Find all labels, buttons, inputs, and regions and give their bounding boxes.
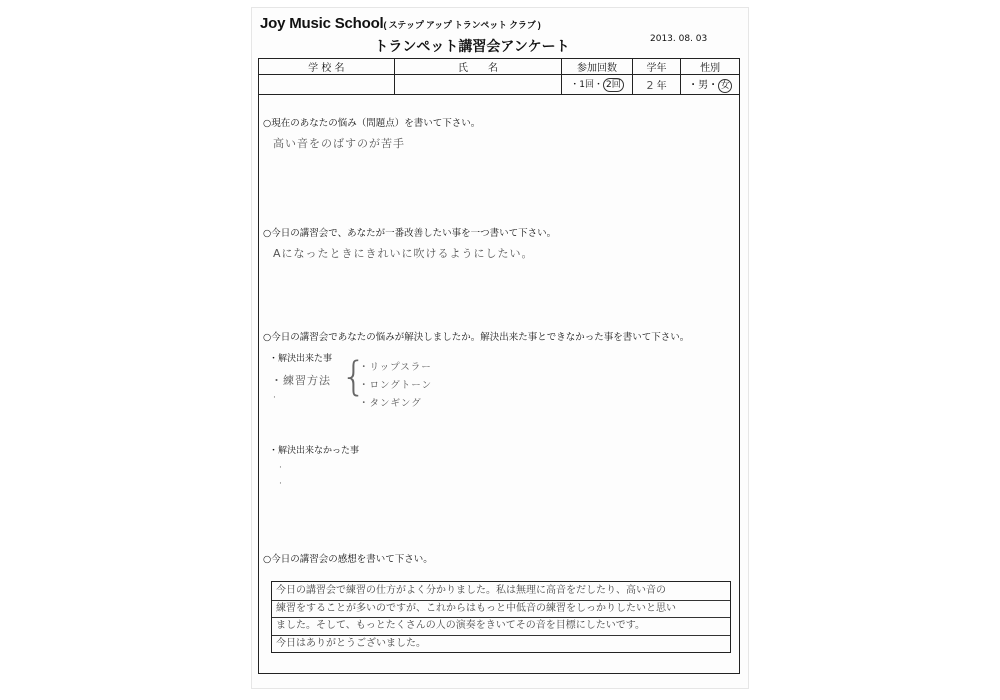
solved-item-2[interactable]: ・ロングトーン [359,380,433,391]
question-4-label: ○今日の講習会の感想を書いて下さい。 [263,554,433,565]
brace-mark: { [341,354,367,400]
info-table [258,58,740,95]
unsolved-label: ・解決出来なかった事 [269,446,360,456]
school-value[interactable] [259,75,395,95]
survey-body [258,95,740,674]
school-sub: ( ステップ アップ トランペット クラブ ) [383,20,541,30]
question-2-answer[interactable]: Aになったときにきれいに吹けるようにしたい。 [273,247,534,260]
name-value[interactable] [394,75,562,95]
grade-number: 2 [646,79,654,92]
attendance-option-2-circled: 2回 [603,78,624,92]
header-school: 学 校 名 [259,59,395,75]
school-name: Joy Music School [260,15,384,32]
question-1-answer[interactable]: 高い音をのばすのが苦手 [273,137,405,150]
header-gender: 性別 [681,59,740,75]
attendance-option-1: ・1回・ [570,80,604,90]
impression-answer-box[interactable] [271,581,731,653]
solved-item-1[interactable]: ・リップスラー [359,362,432,373]
solved-item-3[interactable]: ・タンギング [359,398,422,409]
question-3-label: ○今日の講習会であなたの悩みが解決しましたか。解決出来た事とできなかった事を書いて下さい。 [263,332,690,343]
survey-date: 2013. 08. 03 [650,34,708,44]
impression-line: 今日の講習会で練習の仕方がよく分かりました。私は無理に高音をだしたり、高い音の [272,582,730,601]
header-attendance: 参加回数 [562,59,632,75]
school-title [260,15,541,32]
solved-label: ・解決出来た事 [269,354,333,364]
grade-unit: 年 [656,81,667,92]
question-2-label: ○今日の講習会で、あなたが一番改善したい事を一つ書いて下さい。 [263,228,557,239]
survey-title: トランペット講習会アンケート [374,39,570,55]
gender-female-circled: 女 [718,79,732,93]
gender-male: ・男・ [688,80,719,91]
bullet-dot: · [279,479,282,489]
grade-value[interactable] [632,75,681,95]
solved-method[interactable]: ・練習方法 [271,374,331,387]
bullet-dot: · [279,463,282,473]
survey-sheet [252,8,748,688]
header-grade: 学年 [632,59,681,75]
bullet-dot: · [273,393,276,403]
impression-line: 今日はありがとうございました。 [276,637,426,649]
attendance-value[interactable] [562,75,632,95]
impression-line: 練習をすることが多いのですが、これからはもっと中低音の練習をしっかりしたいと思い [272,600,730,619]
gender-value[interactable] [681,75,740,95]
impression-line: ました。そして、もっとたくさんの人の演奏をきいてその音を目標にしたいです。 [272,617,730,636]
question-1-label: ○現在のあなたの悩み（問題点）を書いて下さい。 [263,118,481,129]
header-name: 氏 名 [394,59,562,75]
